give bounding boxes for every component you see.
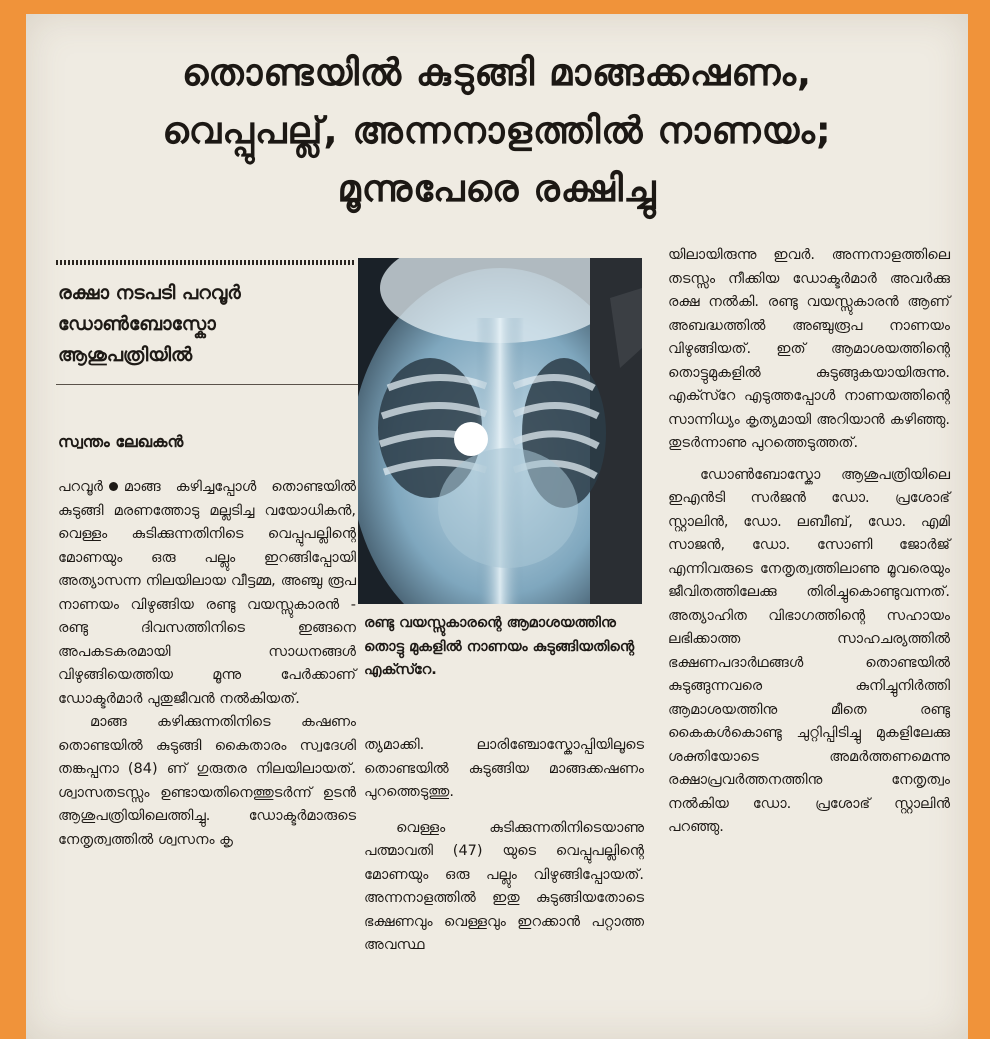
dotted-divider: [56, 260, 356, 265]
photo-caption: രണ്ടു വയസ്സുകാരന്റെ ആമാശയത്തിനു തൊട്ടു മുകളിൽ നാണയം കുടുങ്ങിയതിന്റെ എക്സ്റേ.: [364, 615, 635, 678]
paragraph: വെള്ളം കുടിക്കുന്നതിനിടെയാണു പത്മാവതി (47) യുടെ വെപ്പുപല്ലിന്റെ മോണയും ഒരു പല്ലും വിഴുങ്ങിപ്പോയത്. അന്നനാളത്തിൽ ഇതു കുടുങ്ങിയതോടെ ഭക്ഷണവും വെള്ളവും ഇറക്കാൻ പറ്റാത്ത അവസ്ഥ: [364, 819, 644, 953]
kicker-line-1: രക്ഷാ നടപടി പറവൂർ: [58, 282, 241, 304]
newspaper-clipping: [26, 14, 968, 1039]
article-column-1: [58, 476, 356, 852]
headline-line-1: തൊണ്ടയിൽ കുടുങ്ങി മാങ്ങക്കഷണം,: [181, 51, 813, 94]
kicker-line-2: ഡോൺബോസ്കോ: [58, 313, 216, 335]
article-column-2: [364, 734, 644, 958]
headline: [26, 44, 968, 218]
kicker: [58, 278, 358, 371]
paragraph: ഡോൺബോസ്കോ ആശുപത്രിയിലെ ഇഎൻടി സർജൻ ഡോ. പ്രശോഭ് സ്റ്റാലിൻ, ഡോ. ലബീബ്, ഡോ. എമി സാജൻ, ഡോ. സോണി ജോർജ് എന്നിവരുടെ നേതൃത്വത്തിലാണു മൂവരെയും ജീവിതത്തിലേക്കു തിരിച്ചുകൊണ്ടുവന്നത്. അത്യാഹിത വിഭാഗത്തിന്റെ സഹായം ലഭിക്കാത്ത സാഹചര്യത്തിൽ ഭക്ഷണപദാർഥങ്ങൾ തൊണ്ടയിൽ കുടുങ്ങുന്നവരെ കുനിച്ചുനിർത്തി ആമാശയത്തിനു മീതെ രണ്ടു കൈകൾകൊണ്ടു ചുറ്റിപ്പിടിച്ചു മുകളിലേക്കു ശക്തിയോടെ അമർത്തണമെന്നു രക്ഷാപ്രവർത്തനത്തിനു നേതൃത്വം നൽകിയ ഡോ. പ്രശോഭ് സ്റ്റാലിൻ പറഞ്ഞു.: [668, 466, 950, 835]
paragraph: മാങ്ങ കഴിക്കുന്നതിനിടെ കഷണം തൊണ്ടയിൽ കുടുങ്ങി കൈതാരം സ്വദേശി തങ്കപ്പനാ (84) ണ് ഗുരുതര നിലയിലായത്. ശ്വാസതടസ്സം ഉണ്ടായതിനെത്തുടർന്ന് ഉടൻ ആശുപത്രിയിലെത്തിച്ചു. ഡോക്ടർമാരുടെ നേതൃത്വത്തിൽ ശ്വസനം കൃ: [58, 714, 356, 848]
dateline: പറവൂർ: [58, 479, 103, 495]
headline-line-3: മൂന്നുപേരെ രക്ഷിച്ചു: [337, 167, 657, 210]
xray-photo: [358, 258, 642, 604]
paragraph-text: മാങ്ങ കഴിച്ചപ്പോൾ തൊണ്ടയിൽ കുടുങ്ങി മരണത്തോടു മല്ലടിച്ച വയോധികൻ, വെള്ളം കുടിക്കുന്നതിനിടെ വെപ്പുപല്ലിന്റെ മോണയും ഒരു പല്ലും ഇറങ്ങിപ്പോയി അത്യാസന്ന നിലയിലായ വീട്ടമ്മ, അഞ്ചു രൂപ നാണയം വിഴുങ്ങിയ രണ്ടു വയസ്സുകാരൻ - രണ്ടു ദിവസത്തിനിടെ ഇങ്ങനെ അപകടകരമായി സാധനങ്ങൾ വിഴുങ്ങിയെത്തിയ മൂന്നു പേർക്കാണ് ഡോക്ടർമാർ പുതുജീവൻ നൽകിയത്.: [58, 479, 356, 707]
byline: സ്വന്തം ലേഖകൻ: [58, 432, 184, 451]
xray-image: [358, 258, 642, 604]
headline-line-2: വെപ്പുപല്ല്, അന്നനാളത്തിൽ നാണയം;: [162, 109, 832, 152]
article-column-3: [668, 244, 950, 840]
kicker-line-3: ആശുപത്രിയിൽ: [58, 344, 193, 366]
bullet-icon: [109, 482, 118, 491]
kicker-divider: [56, 384, 361, 385]
paragraph: ത്യമാക്കി. ലാരിഞ്ചോസ്കോപ്പിയിലൂടെ തൊണ്ടയിൽ കുടുങ്ങിയ മാങ്ങക്കഷണം പുറത്തെടുത്തു.: [364, 737, 644, 800]
coin-shadow: [454, 422, 488, 456]
paragraph: [58, 476, 356, 711]
paragraph: യിലായിരുന്നു ഇവർ. അന്നനാളത്തിലെ തടസ്സം നീക്കിയ ഡോക്ടർമാർ അവർക്കു രക്ഷ നൽകി. രണ്ടു വയസ്സുകാരൻ ആണ് അബദ്ധത്തിൽ അഞ്ചുരൂപ നാണയം വിഴുങ്ങിയത്. ഇത് ആമാശയത്തിന്റെ തൊട്ടുമുകളിൽ കുടുങ്ങുകയായിരുന്നു. എക്സ്റേ എടുത്തപ്പോൾ നാണയത്തിന്റെ സാന്നിധ്യം കൃത്യമായി അറിയാൻ കഴിഞ്ഞു. തുടർന്നാണു പുറത്തെടുത്തത്.: [668, 247, 950, 451]
